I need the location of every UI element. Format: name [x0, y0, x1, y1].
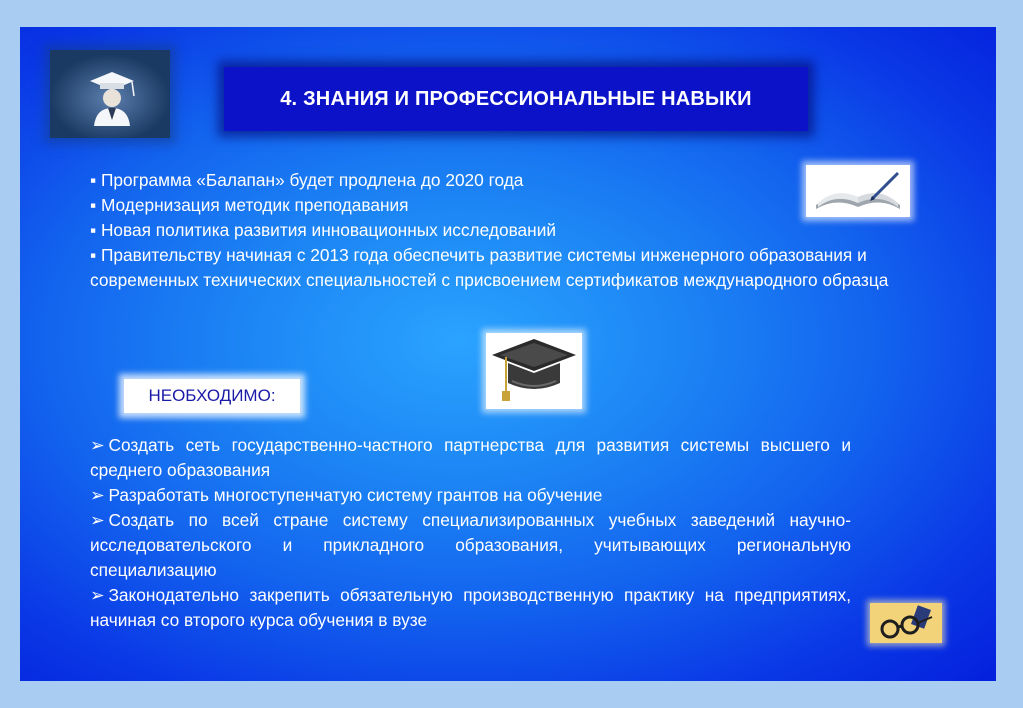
list-item: ▪ Новая политика развития инновационных исследований: [90, 220, 557, 240]
arrow-bullet-icon: ➢: [90, 585, 105, 605]
open-book-pen-icon: [806, 165, 910, 217]
glasses-icon: [870, 603, 942, 643]
arrow-bullet-icon: ➢: [90, 485, 105, 505]
list-item: ➢ Создать сеть государственно-частного партнерства для развития системы высшего и среднего образования: [90, 435, 851, 480]
list-item: ▪ Правительству начиная с 2013 года обеспечить развитие системы инженерного образования и современных технических специальностей с присвоением сертификатов международного образца: [90, 245, 889, 290]
cap-picture: [486, 333, 582, 409]
necessary-label-box: [124, 379, 300, 413]
list-item: ▪ Программа «Балапан» будет продлена до 2020 года: [90, 170, 524, 190]
graduate-icon: [50, 50, 170, 138]
necessary-label: НЕОБХОДИМО:: [148, 386, 276, 405]
book-picture: [806, 165, 910, 217]
list-item: ▪ Модернизация методик преподавания: [90, 195, 409, 215]
graduation-cap-icon: [486, 333, 582, 409]
square-bullet-icon: ▪: [90, 220, 97, 240]
glasses-picture: [870, 603, 942, 643]
title-banner: [224, 67, 808, 131]
tasks-list: [90, 433, 851, 633]
graduate-logo: [50, 50, 170, 138]
square-bullet-icon: ▪: [90, 245, 97, 265]
slide: [20, 27, 996, 681]
square-bullet-icon: ▪: [90, 170, 97, 190]
list-item: ➢ Законодательно закрепить обязательную производственную практику на предприятиях, начиная со второго курса обучения в вузе: [90, 585, 851, 630]
square-bullet-icon: ▪: [90, 195, 97, 215]
arrow-bullet-icon: ➢: [90, 510, 105, 530]
list-item: ➢ Создать по всей стране систему специализированных учебных заведений научно-исследовательского и прикладного образования, учитывающих региональную специализацию: [90, 510, 851, 580]
list-item: ➢ Разработать многоступенчатую систему грантов на обучение: [90, 485, 603, 505]
arrow-bullet-icon: ➢: [90, 435, 105, 455]
slide-title: 4. ЗНАНИЯ И ПРОФЕССИОНАЛЬНЫЕ НАВЫКИ: [280, 87, 752, 110]
